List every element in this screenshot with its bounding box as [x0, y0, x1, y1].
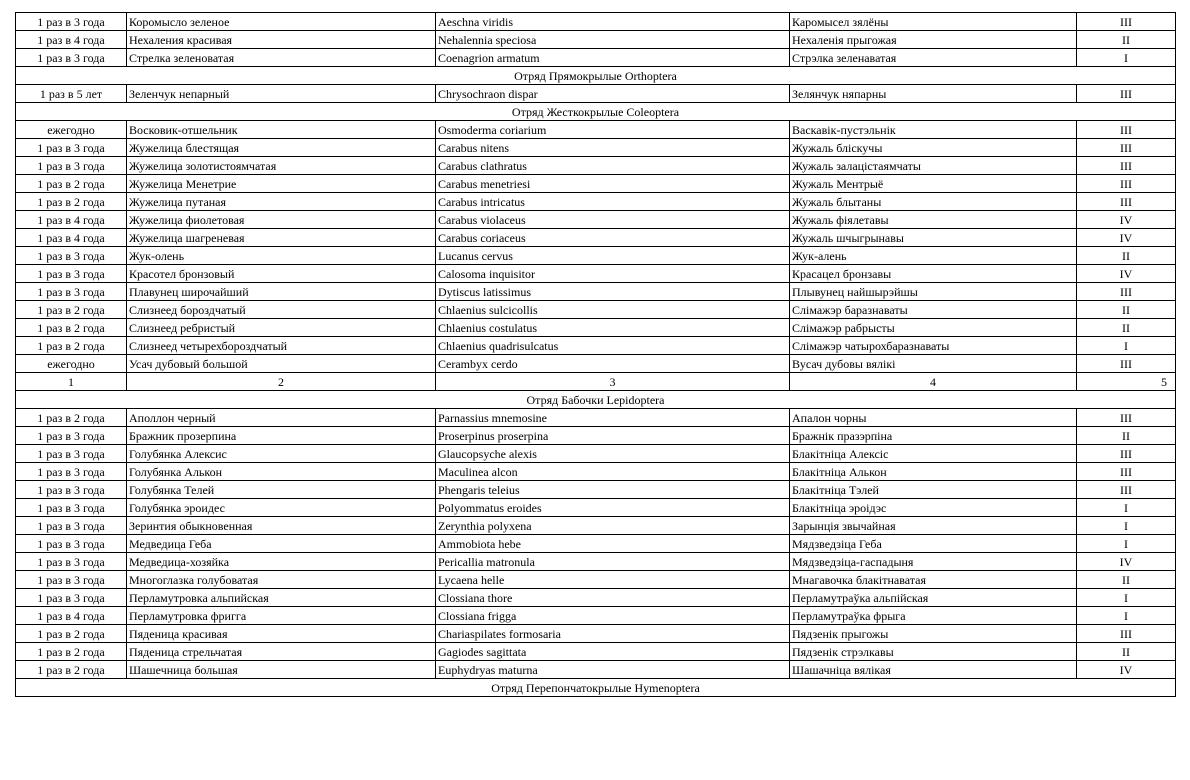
column-number-row — [16, 373, 1176, 391]
monitoring-period-cell: 1 раз в 5 лет — [16, 85, 127, 103]
latin-name-cell: Calosoma inquisitor — [436, 265, 790, 283]
belarusian-name-cell: Мядзведзіца Геба — [790, 535, 1077, 553]
belarusian-name-cell: Жужаль бліскучы — [790, 139, 1077, 157]
monitoring-period-cell: 1 раз в 4 года — [16, 229, 127, 247]
protection-category-cell: I — [1077, 517, 1176, 535]
table-row — [16, 49, 1176, 67]
russian-name-cell: Шашечница большая — [127, 661, 436, 679]
table-row — [16, 643, 1176, 661]
table-row — [16, 301, 1176, 319]
monitoring-period-cell: 1 раз в 3 года — [16, 13, 127, 31]
monitoring-period-cell: 1 раз в 3 года — [16, 265, 127, 283]
order-header-row — [16, 391, 1176, 409]
latin-name-cell: Nehalennia speciosa — [436, 31, 790, 49]
latin-name-cell: Chariaspilates formosaria — [436, 625, 790, 643]
species-monitoring-table — [15, 12, 1176, 697]
monitoring-period-cell: 1 раз в 2 года — [16, 175, 127, 193]
monitoring-period-cell: 1 раз в 2 года — [16, 319, 127, 337]
belarusian-name-cell: Блакітніца Тэлей — [790, 481, 1077, 499]
latin-name-cell: Clossiana frigga — [436, 607, 790, 625]
latin-name-cell: Aeschna viridis — [436, 13, 790, 31]
latin-name-cell: Polyommatus eroides — [436, 499, 790, 517]
latin-name-cell: Euphydryas maturna — [436, 661, 790, 679]
monitoring-period-cell: 1 раз в 3 года — [16, 499, 127, 517]
table-row — [16, 265, 1176, 283]
order-header-row — [16, 67, 1176, 85]
protection-category-cell: II — [1077, 31, 1176, 49]
monitoring-period-cell: 1 раз в 3 года — [16, 517, 127, 535]
latin-name-cell: Chlaenius sulcicollis — [436, 301, 790, 319]
monitoring-period-cell: 1 раз в 3 года — [16, 427, 127, 445]
russian-name-cell: Восковик-отшельник — [127, 121, 436, 139]
russian-name-cell: Аполлон черный — [127, 409, 436, 427]
russian-name-cell: Жук-олень — [127, 247, 436, 265]
table-row — [16, 481, 1176, 499]
latin-name-cell: Carabus violaceus — [436, 211, 790, 229]
table-row — [16, 175, 1176, 193]
belarusian-name-cell: Вусач дубовы вялікі — [790, 355, 1077, 373]
table-row — [16, 139, 1176, 157]
russian-name-cell: Жужелица Менетрие — [127, 175, 436, 193]
russian-name-cell: Плавунец широчайший — [127, 283, 436, 301]
monitoring-period-cell: 1 раз в 3 года — [16, 535, 127, 553]
column-number-cell: 1 — [16, 373, 127, 391]
belarusian-name-cell: Зелянчук няпарны — [790, 85, 1077, 103]
russian-name-cell: Жужелица блестящая — [127, 139, 436, 157]
protection-category-cell: III — [1077, 409, 1176, 427]
russian-name-cell: Пяденица красивая — [127, 625, 436, 643]
russian-name-cell: Жужелица путаная — [127, 193, 436, 211]
protection-category-cell: II — [1077, 301, 1176, 319]
latin-name-cell: Chlaenius quadrisulcatus — [436, 337, 790, 355]
russian-name-cell: Голубянка Алексис — [127, 445, 436, 463]
latin-name-cell: Carabus clathratus — [436, 157, 790, 175]
protection-category-cell: III — [1077, 121, 1176, 139]
table-row — [16, 211, 1176, 229]
monitoring-period-cell: 1 раз в 3 года — [16, 445, 127, 463]
belarusian-name-cell: Шашачніца вялікая — [790, 661, 1077, 679]
monitoring-period-cell: 1 раз в 4 года — [16, 31, 127, 49]
latin-name-cell: Pericallia matronula — [436, 553, 790, 571]
protection-category-cell: I — [1077, 607, 1176, 625]
protection-category-cell: IV — [1077, 211, 1176, 229]
monitoring-period-cell: ежегодно — [16, 121, 127, 139]
protection-category-cell: II — [1077, 571, 1176, 589]
protection-category-cell: I — [1077, 337, 1176, 355]
belarusian-name-cell: Слімажэр чатырохбаразнаваты — [790, 337, 1077, 355]
latin-name-cell: Phengaris teleius — [436, 481, 790, 499]
belarusian-name-cell: Слімажэр баразнаваты — [790, 301, 1077, 319]
latin-name-cell: Parnassius mnemosine — [436, 409, 790, 427]
belarusian-name-cell: Жук-алень — [790, 247, 1077, 265]
protection-category-cell: III — [1077, 283, 1176, 301]
russian-name-cell: Коромысло зеленое — [127, 13, 436, 31]
belarusian-name-cell: Бражнік празэрпіна — [790, 427, 1077, 445]
table-row — [16, 607, 1176, 625]
latin-name-cell: Osmoderma coriarium — [436, 121, 790, 139]
table-row — [16, 229, 1176, 247]
russian-name-cell: Голубянка Алькон — [127, 463, 436, 481]
russian-name-cell: Медведица Геба — [127, 535, 436, 553]
order-header: Отряд Бабочки Lepidoptera — [16, 391, 1176, 409]
latin-name-cell: Proserpinus proserpina — [436, 427, 790, 445]
monitoring-period-cell: 1 раз в 3 года — [16, 481, 127, 499]
latin-name-cell: Dytiscus latissimus — [436, 283, 790, 301]
belarusian-name-cell: Перламутраўка фрыга — [790, 607, 1077, 625]
protection-category-cell: III — [1077, 445, 1176, 463]
russian-name-cell: Перламутровка фригга — [127, 607, 436, 625]
belarusian-name-cell: Блакітніца эроідэс — [790, 499, 1077, 517]
latin-name-cell: Coenagrion armatum — [436, 49, 790, 67]
monitoring-period-cell: 1 раз в 3 года — [16, 589, 127, 607]
monitoring-period-cell: 1 раз в 4 года — [16, 607, 127, 625]
table-row — [16, 571, 1176, 589]
monitoring-period-cell: 1 раз в 3 года — [16, 553, 127, 571]
russian-name-cell: Жужелица золотистоямчатая — [127, 157, 436, 175]
table-row — [16, 445, 1176, 463]
latin-name-cell: Cerambyx cerdo — [436, 355, 790, 373]
monitoring-period-cell: 1 раз в 2 года — [16, 643, 127, 661]
document-page — [15, 12, 1175, 697]
russian-name-cell: Перламутровка альпийская — [127, 589, 436, 607]
monitoring-period-cell: 1 раз в 3 года — [16, 571, 127, 589]
russian-name-cell: Пяденица стрельчатая — [127, 643, 436, 661]
russian-name-cell: Зеринтия обыкновенная — [127, 517, 436, 535]
protection-category-cell: I — [1077, 49, 1176, 67]
latin-name-cell: Gagiodes sagittata — [436, 643, 790, 661]
russian-name-cell: Голубянка Телей — [127, 481, 436, 499]
latin-name-cell: Glaucopsyche alexis — [436, 445, 790, 463]
table-row — [16, 409, 1176, 427]
belarusian-name-cell: Блакітніца Алькон — [790, 463, 1077, 481]
protection-category-cell: IV — [1077, 661, 1176, 679]
protection-category-cell: II — [1077, 247, 1176, 265]
protection-category-cell: III — [1077, 355, 1176, 373]
latin-name-cell: Carabus nitens — [436, 139, 790, 157]
table-row — [16, 355, 1176, 373]
monitoring-period-cell: 1 раз в 2 года — [16, 301, 127, 319]
protection-category-cell: I — [1077, 589, 1176, 607]
monitoring-period-cell: 1 раз в 2 года — [16, 661, 127, 679]
latin-name-cell: Chlaenius costulatus — [436, 319, 790, 337]
protection-category-cell: II — [1077, 427, 1176, 445]
belarusian-name-cell: Стрэлка зеленаватая — [790, 49, 1077, 67]
russian-name-cell: Жужелица шагреневая — [127, 229, 436, 247]
belarusian-name-cell: Мядзведзіца-гаспадыня — [790, 553, 1077, 571]
russian-name-cell: Многоглазка голубоватая — [127, 571, 436, 589]
table-row — [16, 661, 1176, 679]
table-row — [16, 157, 1176, 175]
russian-name-cell: Стрелка зеленоватая — [127, 49, 436, 67]
table-row — [16, 121, 1176, 139]
russian-name-cell: Слизнеед бороздчатый — [127, 301, 436, 319]
latin-name-cell: Chrysochraon dispar — [436, 85, 790, 103]
order-header: Отряд Перепончатокрылые Hymenoptera — [16, 679, 1176, 697]
protection-category-cell: IV — [1077, 265, 1176, 283]
belarusian-name-cell: Жужаль залацістаямчаты — [790, 157, 1077, 175]
russian-name-cell: Медведица-хозяйка — [127, 553, 436, 571]
table-row — [16, 535, 1176, 553]
monitoring-period-cell: ежегодно — [16, 355, 127, 373]
russian-name-cell: Зеленчук непарный — [127, 85, 436, 103]
protection-category-cell: IV — [1077, 229, 1176, 247]
protection-category-cell: III — [1077, 175, 1176, 193]
latin-name-cell: Carabus intricatus — [436, 193, 790, 211]
russian-name-cell: Жужелица фиолетовая — [127, 211, 436, 229]
table-row — [16, 337, 1176, 355]
belarusian-name-cell: Пядзенік стрэлкавы — [790, 643, 1077, 661]
monitoring-period-cell: 1 раз в 3 года — [16, 247, 127, 265]
belarusian-name-cell: Апалон чорны — [790, 409, 1077, 427]
monitoring-period-cell: 1 раз в 3 года — [16, 463, 127, 481]
monitoring-period-cell: 1 раз в 3 года — [16, 157, 127, 175]
table-row — [16, 319, 1176, 337]
table-row — [16, 283, 1176, 301]
latin-name-cell: Carabus coriaceus — [436, 229, 790, 247]
table-row — [16, 463, 1176, 481]
protection-category-cell: III — [1077, 481, 1176, 499]
table-row — [16, 85, 1176, 103]
table-row — [16, 193, 1176, 211]
protection-category-cell: III — [1077, 463, 1176, 481]
table-row — [16, 625, 1176, 643]
order-header-row — [16, 679, 1176, 697]
monitoring-period-cell: 1 раз в 4 года — [16, 211, 127, 229]
protection-category-cell: III — [1077, 625, 1176, 643]
table-row — [16, 13, 1176, 31]
monitoring-period-cell: 1 раз в 3 года — [16, 139, 127, 157]
belarusian-name-cell: Блакітніца Алексіс — [790, 445, 1077, 463]
table-row — [16, 589, 1176, 607]
protection-category-cell: IV — [1077, 553, 1176, 571]
protection-category-cell: II — [1077, 319, 1176, 337]
belarusian-name-cell: Жужаль Ментрыё — [790, 175, 1077, 193]
table-row — [16, 499, 1176, 517]
belarusian-name-cell: Жужаль блытаны — [790, 193, 1077, 211]
monitoring-period-cell: 1 раз в 2 года — [16, 193, 127, 211]
column-number-cell: 3 — [436, 373, 790, 391]
belarusian-name-cell: Нехаленія прыгожая — [790, 31, 1077, 49]
protection-category-cell: III — [1077, 85, 1176, 103]
belarusian-name-cell: Каромысел зялёны — [790, 13, 1077, 31]
belarusian-name-cell: Слімажэр рабрысты — [790, 319, 1077, 337]
column-number-cell: 4 — [790, 373, 1077, 391]
protection-category-cell: III — [1077, 157, 1176, 175]
belarusian-name-cell: Перламутраўка альпійская — [790, 589, 1077, 607]
latin-name-cell: Maculinea alcon — [436, 463, 790, 481]
order-header: Отряд Жесткокрылые Coleoptera — [16, 103, 1176, 121]
latin-name-cell: Lycaena helle — [436, 571, 790, 589]
latin-name-cell: Lucanus cervus — [436, 247, 790, 265]
order-header: Отряд Прямокрылые Orthoptera — [16, 67, 1176, 85]
table-row — [16, 247, 1176, 265]
belarusian-name-cell: Пядзенік прыгожы — [790, 625, 1077, 643]
monitoring-period-cell: 1 раз в 3 года — [16, 283, 127, 301]
column-number-cell: 5 — [1077, 373, 1176, 391]
table-row — [16, 517, 1176, 535]
latin-name-cell: Zerynthia polyxena — [436, 517, 790, 535]
monitoring-period-cell: 1 раз в 2 года — [16, 337, 127, 355]
latin-name-cell: Carabus menetriesi — [436, 175, 790, 193]
protection-category-cell: I — [1077, 499, 1176, 517]
russian-name-cell: Красотел бронзовый — [127, 265, 436, 283]
monitoring-period-cell: 1 раз в 2 года — [16, 409, 127, 427]
table-row — [16, 553, 1176, 571]
belarusian-name-cell: Жужаль фіялетавы — [790, 211, 1077, 229]
russian-name-cell: Усач дубовый большой — [127, 355, 436, 373]
order-header-row — [16, 103, 1176, 121]
column-number-cell: 2 — [127, 373, 436, 391]
latin-name-cell: Ammobiota hebe — [436, 535, 790, 553]
monitoring-period-cell: 1 раз в 3 года — [16, 49, 127, 67]
table-row — [16, 31, 1176, 49]
belarusian-name-cell: Мнагавочка блакітнаватая — [790, 571, 1077, 589]
russian-name-cell: Слизнеед ребристый — [127, 319, 436, 337]
belarusian-name-cell: Красацел бронзавы — [790, 265, 1077, 283]
table-body — [16, 13, 1176, 697]
table-row — [16, 427, 1176, 445]
protection-category-cell: III — [1077, 13, 1176, 31]
belarusian-name-cell: Зарынція звычайная — [790, 517, 1077, 535]
protection-category-cell: II — [1077, 643, 1176, 661]
russian-name-cell: Бражник прозерпина — [127, 427, 436, 445]
belarusian-name-cell: Васкавік-пустэльнік — [790, 121, 1077, 139]
latin-name-cell: Clossiana thore — [436, 589, 790, 607]
russian-name-cell: Нехаления красивая — [127, 31, 436, 49]
belarusian-name-cell: Плывунец найшырэйшы — [790, 283, 1077, 301]
protection-category-cell: III — [1077, 193, 1176, 211]
monitoring-period-cell: 1 раз в 2 года — [16, 625, 127, 643]
belarusian-name-cell: Жужаль шчыгрынавы — [790, 229, 1077, 247]
russian-name-cell: Слизнеед четырехбороздчатый — [127, 337, 436, 355]
russian-name-cell: Голубянка эроидес — [127, 499, 436, 517]
protection-category-cell: III — [1077, 139, 1176, 157]
protection-category-cell: I — [1077, 535, 1176, 553]
